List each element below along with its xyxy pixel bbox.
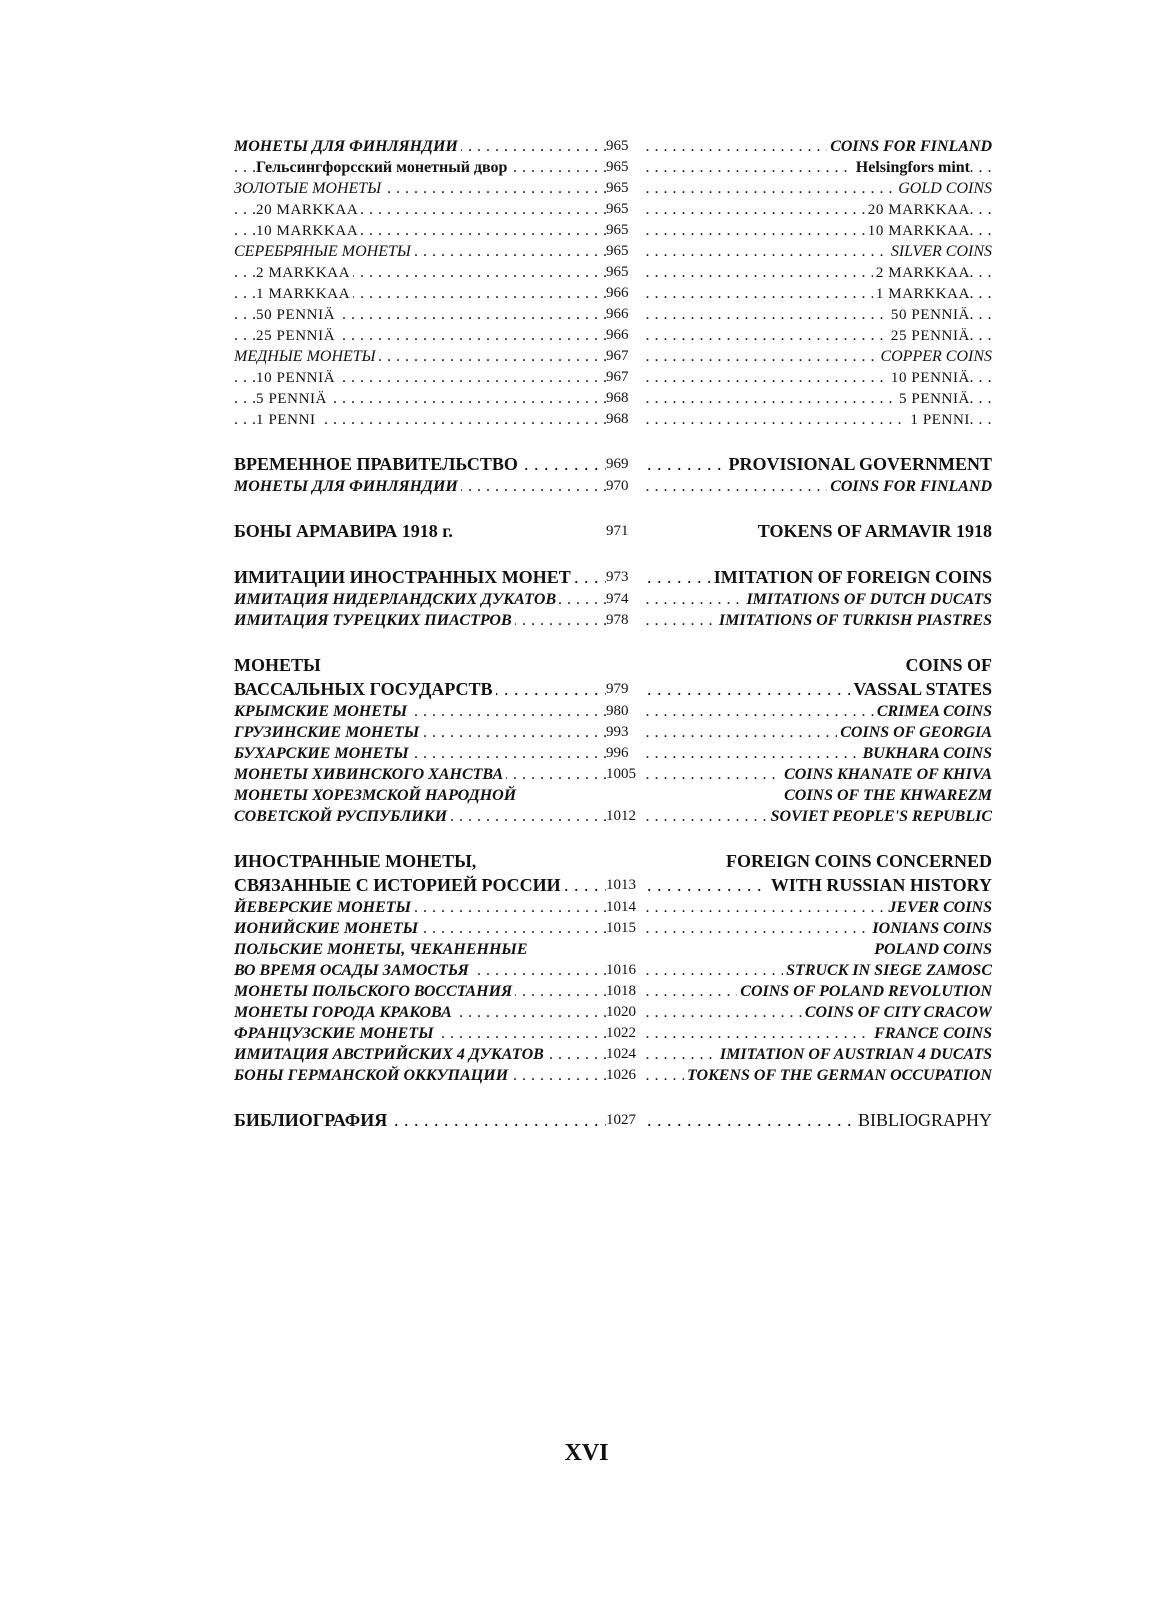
- toc-entry: [234, 136, 992, 157]
- page-ref: 965: [606, 178, 644, 199]
- toc-entry-title-ru: [234, 262, 606, 283]
- page-ref: 968: [606, 409, 644, 430]
- toc-entry: [234, 283, 992, 304]
- title-ru-text: ВРЕМЕННОЕ ПРАВИТЕЛЬСТВО: [234, 454, 521, 474]
- section-gap: [234, 430, 992, 452]
- section-gap: [234, 1086, 992, 1108]
- toc-entry-title-en: [642, 849, 992, 873]
- title-en-text: Helsingfors mint: [853, 159, 970, 176]
- toc-entry: [234, 409, 992, 430]
- title-en-text: SILVER COINS: [888, 243, 992, 260]
- title-en-text: BIBLIOGRAPHY: [855, 1110, 992, 1130]
- title-en-text: COINS OF POLAND REVOLUTION: [737, 983, 992, 1000]
- toc-entry: [234, 785, 992, 806]
- title-ru-text: ИНОСТРАННЫЕ МОНЕТЫ,: [234, 851, 479, 871]
- table-of-contents: [234, 136, 992, 1132]
- title-ru-text: 10 MARKKAA: [256, 223, 361, 239]
- page-ref: 965: [606, 262, 644, 283]
- title-ru-text: ИМИТАЦИЯ АВСТРИЙСКИХ 4 ДУКАТОВ: [234, 1046, 547, 1063]
- toc-entry-title-en: [642, 785, 992, 806]
- toc-entry-title-en: [642, 610, 992, 631]
- toc-entry-title-ru: [234, 764, 606, 785]
- section-gap: [234, 827, 992, 849]
- toc-entry-title-en: [642, 722, 992, 743]
- title-en-text: CRIMEA COINS: [874, 703, 992, 720]
- toc-entry: [234, 452, 992, 476]
- page-ref: 967: [606, 367, 644, 388]
- toc-entry-title-ru: [234, 1023, 606, 1044]
- title-en-text: COINS FOR FINLAND: [827, 138, 992, 155]
- title-en-text: 10 MARKKAA: [865, 223, 970, 239]
- title-ru-text: МОНЕТЫ ХИВИНСКОГО ХАНСТВА: [234, 766, 506, 783]
- toc-entry: [234, 367, 992, 388]
- toc-entry: [234, 388, 992, 409]
- toc-entry-title-ru: [234, 806, 606, 827]
- toc-entry-title-en: [642, 452, 992, 476]
- toc-entry-title-ru: [234, 325, 606, 346]
- toc-entry: [234, 262, 992, 283]
- toc-entry-title-ru: [234, 960, 606, 981]
- title-ru-text: ИМИТАЦИЯ ТУРЕЦКИХ ПИАСТРОВ: [234, 612, 515, 629]
- title-ru-text: 10 PENNIÄ: [256, 370, 338, 386]
- toc-entry-title-en: [642, 1108, 992, 1132]
- page-ref: 996: [606, 743, 644, 764]
- toc-entry-title-ru: [234, 136, 606, 157]
- title-en-text: 10 PENNIÄ: [888, 370, 970, 386]
- toc-entry-title-en: [642, 1002, 992, 1023]
- title-en-text: FRANCE COINS: [871, 1025, 992, 1042]
- toc-entry: [234, 981, 992, 1002]
- page-ref: 965: [606, 136, 644, 157]
- toc-entry-title-ru: [234, 241, 606, 262]
- toc-entry-title-ru: [234, 849, 606, 873]
- title-ru-text: БИБЛИОГРАФИЯ: [234, 1110, 390, 1130]
- title-ru-text: ВАССАЛЬНЫХ ГОСУДАРСТВ: [234, 679, 496, 699]
- title-ru-text: Гельсингфорсский монетный двор: [256, 159, 510, 176]
- toc-entry-title-en: [642, 283, 992, 304]
- title-ru-text: БУХАРСКИЕ МОНЕТЫ: [234, 745, 412, 762]
- toc-entry-title-en: [642, 1065, 992, 1086]
- toc-entry-title-ru: [234, 1065, 606, 1086]
- page-ref: 1005: [606, 764, 644, 785]
- title-ru-text: 50 PENNIÄ: [256, 307, 338, 323]
- toc-entry: [234, 849, 992, 873]
- toc-entry-title-ru: [234, 918, 606, 939]
- section-gap: [234, 497, 992, 519]
- title-ru-text: МЕДНЫЕ МОНЕТЫ: [234, 348, 379, 365]
- title-ru-text: КРЫМСКИЕ МОНЕТЫ: [234, 703, 410, 720]
- toc-entry-title-en: [642, 677, 992, 701]
- toc-entry: [234, 157, 992, 178]
- toc-entry-title-en: [642, 1044, 992, 1065]
- toc-entry-title-en: [642, 241, 992, 262]
- page-number: XVI: [564, 1440, 609, 1466]
- toc-entry-title-en: [642, 476, 992, 497]
- toc-entry-title-en: [642, 743, 992, 764]
- toc-entry-title-ru: [234, 519, 606, 543]
- page-ref: 980: [606, 701, 644, 722]
- page-ref: 1014: [606, 897, 644, 918]
- toc-entry-title-ru: [234, 367, 606, 388]
- title-en-text: STRUCK IN SIEGE ZAMOSC: [783, 962, 992, 979]
- title-en-text: 20 MARKKAA: [865, 202, 970, 218]
- toc-entry-title-en: [642, 136, 992, 157]
- page-ref: 1027: [606, 1108, 644, 1132]
- page-ref: 965: [606, 157, 644, 178]
- toc-entry: [234, 677, 992, 701]
- title-en-text: TOKENS OF THE GERMAN OCCUPATION: [684, 1067, 992, 1084]
- title-en-text: IMITATIONS OF TURKISH PIASTRES: [716, 612, 992, 629]
- toc-entry-title-ru: [234, 653, 606, 677]
- title-ru-text: МОНЕТЫ ГОРОДА КРАКОВА: [234, 1004, 455, 1021]
- title-ru-text: ИОНИЙСКИЕ МОНЕТЫ: [234, 920, 421, 937]
- toc-entry-title-en: [642, 653, 992, 677]
- toc-entry: [234, 304, 992, 325]
- toc-entry-title-en: [642, 873, 992, 897]
- page-ref: 966: [606, 283, 644, 304]
- toc-entry-title-ru: [234, 939, 606, 960]
- toc-entry: [234, 178, 992, 199]
- title-en-text: COINS FOR FINLAND: [827, 478, 992, 495]
- toc-entry: [234, 1044, 992, 1065]
- toc-entry-title-ru: [234, 452, 606, 476]
- title-en-text: 50 PENNIÄ: [888, 307, 970, 323]
- title-en-text: IMITATION OF FOREIGN COINS: [711, 567, 992, 587]
- page-ref: [606, 785, 644, 806]
- title-ru-text: ВО ВРЕМЯ ОСАДЫ ЗАМОСТЬЯ: [234, 962, 472, 979]
- title-en-text: 1 MARKKAA: [873, 286, 970, 302]
- toc-entry-title-ru: [234, 283, 606, 304]
- toc-entry-title-ru: [234, 589, 606, 610]
- page-ref: 979: [606, 677, 644, 701]
- toc-entry-title-en: [642, 199, 992, 220]
- title-en-text: 2 MARKKAA: [873, 265, 970, 281]
- toc-entry: [234, 1023, 992, 1044]
- toc-entry-title-ru: [234, 743, 606, 764]
- toc-entry-title-ru: [234, 304, 606, 325]
- toc-entry-title-en: [642, 939, 992, 960]
- toc-entry-title-en: [642, 388, 992, 409]
- page-ref: 974: [606, 589, 644, 610]
- toc-entry-title-en: [642, 178, 992, 199]
- toc-entry-title-en: [642, 918, 992, 939]
- title-ru-text: 5 PENNIÄ: [256, 391, 330, 407]
- toc-entry-title-ru: [234, 722, 606, 743]
- toc-entry-title-en: [642, 304, 992, 325]
- toc-entry-title-en: [642, 157, 992, 178]
- toc-entry: [234, 1108, 992, 1132]
- title-ru-text: СВЯЗАННЫЕ С ИСТОРИЕЙ РОССИИ: [234, 875, 564, 895]
- title-ru-text: СОВЕТСКОЙ РУСПУБЛИКИ: [234, 808, 450, 825]
- page-ref: 968: [606, 388, 644, 409]
- page-ref: 1018: [606, 981, 644, 1002]
- page-ref: [606, 849, 644, 873]
- title-en-text: COINS OF THE KHWAREZM: [781, 787, 992, 804]
- title-ru-text: ГРУЗИНСКИЕ МОНЕТЫ: [234, 724, 422, 741]
- title-en-text: 1 PENNI: [907, 412, 970, 428]
- toc-entry-title-en: [642, 764, 992, 785]
- toc-entry: [234, 610, 992, 631]
- page-ref: 978: [606, 610, 644, 631]
- toc-entry: [234, 918, 992, 939]
- toc-entry: [234, 346, 992, 367]
- toc-entry: [234, 873, 992, 897]
- title-ru-text: 25 PENNIÄ: [256, 328, 338, 344]
- title-en-text: IMITATIONS OF DUTCH DUCATS: [743, 591, 992, 608]
- toc-entry-title-ru: [234, 677, 606, 701]
- toc-entry-title-ru: [234, 981, 606, 1002]
- toc-entry-title-ru: [234, 178, 606, 199]
- toc-entry-title-ru: [234, 409, 606, 430]
- toc-entry: [234, 199, 992, 220]
- toc-entry-title-ru: [234, 1002, 606, 1023]
- title-ru-text: ИМИТАЦИИ ИНОСТРАННЫХ МОНЕТ: [234, 567, 574, 587]
- title-ru-text: МОНЕТЫ ДЛЯ ФИНЛЯНДИИ: [234, 478, 461, 495]
- title-ru-text: МОНЕТЫ: [234, 655, 324, 675]
- toc-entry: [234, 764, 992, 785]
- toc-entry-title-ru: [234, 1108, 606, 1132]
- page-ref: 966: [606, 325, 644, 346]
- toc-entry-title-ru: [234, 873, 606, 897]
- toc-entry: [234, 743, 992, 764]
- toc-entry: [234, 476, 992, 497]
- toc-entry-title-en: [642, 1023, 992, 1044]
- toc-entry-title-ru: [234, 388, 606, 409]
- toc-entry-title-ru: [234, 346, 606, 367]
- toc-entry: [234, 519, 992, 543]
- title-en-text: TOKENS OF ARMAVIR 1918: [755, 521, 992, 541]
- toc-entry-title-en: [642, 565, 992, 589]
- title-ru-text: БОНЫ АРМАВИРА 1918 г.: [234, 521, 456, 541]
- page-ref: 1026: [606, 1065, 644, 1086]
- toc-entry: [234, 897, 992, 918]
- page-ref: 1024: [606, 1044, 644, 1065]
- page-ref: 1016: [606, 960, 644, 981]
- toc-entry-title-en: [642, 220, 992, 241]
- toc-entry: [234, 589, 992, 610]
- toc-entry: [234, 722, 992, 743]
- toc-entry-title-en: [642, 981, 992, 1002]
- page-ref: 1022: [606, 1023, 644, 1044]
- page-ref: 970: [606, 476, 644, 497]
- title-ru-text: МОНЕТЫ ДЛЯ ФИНЛЯНДИИ: [234, 138, 461, 155]
- title-en-text: 5 PENNIÄ: [896, 391, 970, 407]
- toc-entry-title-ru: [234, 476, 606, 497]
- toc-entry-title-ru: [234, 565, 606, 589]
- toc-entry: [234, 701, 992, 722]
- toc-entry-title-en: [642, 589, 992, 610]
- toc-entry-title-en: [642, 346, 992, 367]
- toc-entry: [234, 1065, 992, 1086]
- title-en-text: BUKHARA COINS: [860, 745, 992, 762]
- title-en-text: WITH RUSSIAN HISTORY: [768, 875, 992, 895]
- section-gap: [234, 543, 992, 565]
- title-ru-text: СЕРЕБРЯНЫЕ МОНЕТЫ: [234, 243, 414, 260]
- page-ref: [606, 939, 644, 960]
- title-en-text: GOLD COINS: [895, 180, 992, 197]
- toc-entry: [234, 241, 992, 262]
- toc-entry-title-ru: [234, 199, 606, 220]
- title-ru-text: ЙЕВЕРСКИЕ МОНЕТЫ: [234, 899, 414, 916]
- section-gap: [234, 631, 992, 653]
- title-en-text: FOREIGN COINS CONCERNED: [723, 851, 992, 871]
- toc-entry: [234, 960, 992, 981]
- title-en-text: COINS OF: [902, 655, 992, 675]
- toc-entry-title-en: [642, 325, 992, 346]
- title-en-text: PROVISIONAL GOVERNMENT: [725, 454, 992, 474]
- title-en-text: COINS OF GEORGIA: [837, 724, 992, 741]
- toc-entry-title-en: [642, 262, 992, 283]
- title-ru-text: 1 PENNI: [256, 412, 319, 428]
- page-ref: 967: [606, 346, 644, 367]
- title-ru-text: ЗОЛОТЫЕ МОНЕТЫ: [234, 180, 384, 197]
- title-en-text: POLAND COINS: [871, 941, 992, 958]
- page-ref: 993: [606, 722, 644, 743]
- title-en-text: COINS KHANATE OF KHIVA: [781, 766, 992, 783]
- title-ru-text: ПОЛЬСКИЕ МОНЕТЫ, ЧЕКАНЕННЫЕ: [234, 941, 531, 958]
- page-ref: 1012: [606, 806, 644, 827]
- title-en-text: VASSAL STATES: [850, 679, 992, 699]
- page-ref: 973: [606, 565, 644, 589]
- title-ru-text: ИМИТАЦИЯ НИДЕРЛАНДСКИХ ДУКАТОВ: [234, 591, 559, 608]
- title-ru-text: 20 MARKKAA: [256, 202, 361, 218]
- title-ru-text: 1 MARKKAA: [256, 286, 353, 302]
- title-ru-text: МОНЕТЫ ПОЛЬСКОГО ВОССТАНИЯ: [234, 983, 515, 1000]
- toc-entry: [234, 1002, 992, 1023]
- title-en-text: IONIANS COINS: [869, 920, 992, 937]
- title-ru-text: МОНЕТЫ ХОРЕЗМСКОЙ НАРОДНОЙ: [234, 787, 519, 804]
- page-ref: 966: [606, 304, 644, 325]
- toc-entry-title-en: [642, 409, 992, 430]
- title-ru-text: 2 MARKKAA: [256, 265, 353, 281]
- toc-entry: [234, 565, 992, 589]
- toc-entry: [234, 325, 992, 346]
- toc-entry-title-en: [642, 897, 992, 918]
- title-en-text: COINS OF CITY CRACOW: [802, 1004, 992, 1021]
- title-en-text: 25 PENNIÄ: [888, 328, 970, 344]
- toc-entry-title-en: [642, 367, 992, 388]
- page-ref: [606, 653, 644, 677]
- toc-entry: [234, 653, 992, 677]
- page-ref: 965: [606, 220, 644, 241]
- title-en-text: IMITATION OF AUSTRIAN 4 DUCATS: [717, 1046, 992, 1063]
- title-ru-text: БОНЫ ГЕРМАНСКОЙ ОККУПАЦИИ: [234, 1067, 511, 1084]
- title-en-text: JEVER COINS: [885, 899, 992, 916]
- toc-entry: [234, 806, 992, 827]
- toc-entry-title-en: [642, 701, 992, 722]
- page-ref: 965: [606, 241, 644, 262]
- page-ref: 969: [606, 452, 644, 476]
- toc-entry-title-ru: [234, 701, 606, 722]
- page-ref: 1013: [606, 873, 644, 897]
- page-ref: 965: [606, 199, 644, 220]
- toc-entry-title-ru: [234, 1044, 606, 1065]
- toc-entry-title-ru: [234, 220, 606, 241]
- toc-entry-title-en: [642, 519, 992, 543]
- title-ru-text: ФРАНЦУЗСКИЕ МОНЕТЫ: [234, 1025, 437, 1042]
- toc-entry: [234, 939, 992, 960]
- toc-entry-title-ru: [234, 610, 606, 631]
- title-en-text: COPPER COINS: [877, 348, 992, 365]
- page-ref: 971: [606, 519, 644, 543]
- toc-entry: [234, 220, 992, 241]
- title-en-text: SOVIET PEOPLE'S REPUBLIC: [768, 808, 992, 825]
- page-ref: 1020: [606, 1002, 644, 1023]
- toc-entry-title-ru: [234, 785, 606, 806]
- toc-entry-title-en: [642, 960, 992, 981]
- toc-entry-title-ru: [234, 157, 606, 178]
- toc-entry-title-ru: [234, 897, 606, 918]
- page-ref: 1015: [606, 918, 644, 939]
- toc-entry-title-en: [642, 806, 992, 827]
